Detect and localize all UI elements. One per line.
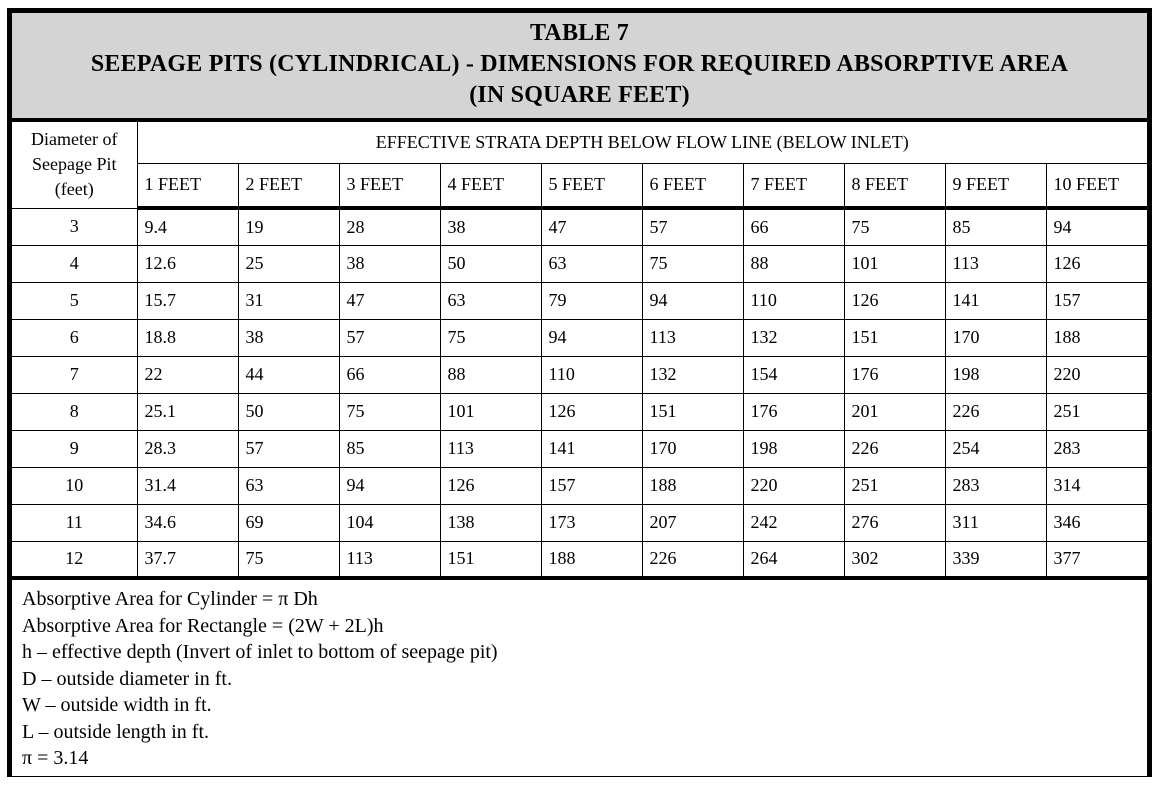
- table-row-diameter-6: [12, 319, 1147, 356]
- diameter-value: 4: [12, 245, 137, 282]
- footnote-line-6: L – outside length in ft.: [22, 720, 210, 743]
- area-value-d6-depth6: 113: [642, 319, 743, 356]
- diameter-column-header: Diameter of Seepage Pit (feet): [12, 122, 137, 208]
- depth-header-2-feet: 2 FEET: [238, 163, 339, 208]
- area-value-d11-depth8: 276: [844, 504, 945, 541]
- area-value-d9-depth5: 141: [541, 430, 642, 467]
- table-title-block: [12, 13, 1147, 122]
- table-number: TABLE 7: [530, 20, 629, 46]
- area-value-d11-depth7: 242: [743, 504, 844, 541]
- area-value-d12-depth10: 377: [1046, 541, 1147, 578]
- diameter-value: 10: [12, 467, 137, 504]
- area-value-d9-depth3: 85: [339, 430, 440, 467]
- area-value-d7-depth10: 220: [1046, 356, 1147, 393]
- area-value-d5-depth3: 47: [339, 282, 440, 319]
- area-value-d7-depth2: 44: [238, 356, 339, 393]
- area-value-d8-depth7: 176: [743, 393, 844, 430]
- area-value-d10-depth4: 126: [440, 467, 541, 504]
- area-value-d10-depth6: 188: [642, 467, 743, 504]
- area-value-d6-depth10: 188: [1046, 319, 1147, 356]
- diameter-value: 5: [12, 282, 137, 319]
- area-value-d4-depth10: 126: [1046, 245, 1147, 282]
- table-row-diameter-8: [12, 393, 1147, 430]
- area-value-d10-depth3: 94: [339, 467, 440, 504]
- area-value-d9-depth10: 283: [1046, 430, 1147, 467]
- area-value-d6-depth4: 75: [440, 319, 541, 356]
- area-value-d9-depth7: 198: [743, 430, 844, 467]
- area-value-d7-depth5: 110: [541, 356, 642, 393]
- diameter-value: 8: [12, 393, 137, 430]
- depth-header-10-feet: 10 FEET: [1046, 163, 1147, 208]
- area-value-d9-depth9: 254: [945, 430, 1046, 467]
- area-value-d12-depth2: 75: [238, 541, 339, 578]
- table-row-diameter-3: [12, 208, 1147, 245]
- depth-header-1-feet: 1 FEET: [137, 163, 238, 208]
- area-value-d5-depth6: 94: [642, 282, 743, 319]
- area-value-d10-depth9: 283: [945, 467, 1046, 504]
- area-value-d11-depth4: 138: [440, 504, 541, 541]
- depth-header-4-feet: 4 FEET: [440, 163, 541, 208]
- diameter-value: 12: [12, 541, 137, 578]
- area-value-d7-depth4: 88: [440, 356, 541, 393]
- table-row-diameter-10: [12, 467, 1147, 504]
- area-value-d8-depth9: 226: [945, 393, 1046, 430]
- area-value-d8-depth4: 101: [440, 393, 541, 430]
- depth-header-6-feet: 6 FEET: [642, 163, 743, 208]
- area-value-d9-depth4: 113: [440, 430, 541, 467]
- area-value-d7-depth9: 198: [945, 356, 1046, 393]
- area-value-d3-depth10: 94: [1046, 208, 1147, 245]
- footnote-line-5: W – outside width in ft.: [22, 694, 212, 716]
- area-value-d3-depth7: 66: [743, 208, 844, 245]
- diameter-value: 6: [12, 319, 137, 356]
- table-row-diameter-9: [12, 430, 1147, 467]
- area-value-d4-depth6: 75: [642, 245, 743, 282]
- area-value-d10-depth7: 220: [743, 467, 844, 504]
- depth-header-9-feet: 9 FEET: [945, 163, 1046, 208]
- depth-header-5-feet: 5 FEET: [541, 163, 642, 208]
- table-row-diameter-11: [12, 504, 1147, 541]
- area-value-d4-depth9: 113: [945, 245, 1046, 282]
- area-value-d5-depth8: 126: [844, 282, 945, 319]
- area-value-d4-depth5: 63: [541, 245, 642, 282]
- table-row-diameter-5: [12, 282, 1147, 319]
- area-value-d12-depth4: 151: [440, 541, 541, 578]
- area-value-d3-depth6: 57: [642, 208, 743, 245]
- area-value-d10-depth2: 63: [238, 467, 339, 504]
- table-header: [12, 122, 1147, 208]
- area-value-d9-depth6: 170: [642, 430, 743, 467]
- area-value-d12-depth8: 302: [844, 541, 945, 578]
- area-value-d5-depth5: 79: [541, 282, 642, 319]
- area-value-d12-depth5: 188: [541, 541, 642, 578]
- area-value-d4-depth7: 88: [743, 245, 844, 282]
- depth-subheader-row: [12, 163, 1147, 208]
- diameter-value: 7: [12, 356, 137, 393]
- area-value-d12-depth3: 113: [339, 541, 440, 578]
- area-value-d11-depth5: 173: [541, 504, 642, 541]
- diameter-value: 9: [12, 430, 137, 467]
- area-value-d11-depth1: 34.6: [137, 504, 238, 541]
- area-value-d6-depth7: 132: [743, 319, 844, 356]
- footnote-line-4: D – outside diameter in ft.: [22, 667, 232, 690]
- area-value-d5-depth1: 15.7: [137, 282, 238, 319]
- table-row-diameter-4: [12, 245, 1147, 282]
- area-value-d11-depth3: 104: [339, 504, 440, 541]
- area-value-d5-depth7: 110: [743, 282, 844, 319]
- area-value-d10-depth10: 314: [1046, 467, 1147, 504]
- area-value-d6-depth9: 170: [945, 319, 1046, 356]
- area-value-d5-depth2: 31: [238, 282, 339, 319]
- area-value-d11-depth2: 69: [238, 504, 339, 541]
- area-value-d10-depth8: 251: [844, 467, 945, 504]
- area-value-d3-depth2: 19: [238, 208, 339, 245]
- footnotes-block: [12, 580, 1147, 776]
- table-title: SEEPAGE PITS (CYLINDRICAL) - DIMENSIONS FOR REQUIRED ABSORPTIVE AREA: [90, 51, 1069, 77]
- area-value-d4-depth2: 25: [238, 245, 339, 282]
- area-value-d8-depth5: 126: [541, 393, 642, 430]
- area-value-d4-depth8: 101: [844, 245, 945, 282]
- area-value-d8-depth3: 75: [339, 393, 440, 430]
- area-value-d9-depth2: 57: [238, 430, 339, 467]
- table7-outer-frame: [7, 8, 1152, 777]
- area-value-d3-depth8: 75: [844, 208, 945, 245]
- area-value-d12-depth1: 37.7: [137, 541, 238, 578]
- table-subtitle: (IN SQUARE FEET): [469, 82, 690, 108]
- area-value-d5-depth10: 157: [1046, 282, 1147, 319]
- area-value-d6-depth3: 57: [339, 319, 440, 356]
- area-value-d11-depth6: 207: [642, 504, 743, 541]
- table-body: [12, 208, 1147, 578]
- table-row-diameter-12: [12, 541, 1147, 578]
- area-value-d8-depth2: 50: [238, 393, 339, 430]
- area-value-d9-depth1: 28.3: [137, 430, 238, 467]
- area-value-d6-depth8: 151: [844, 319, 945, 356]
- seepage-pit-dimensions-table: [12, 122, 1147, 580]
- area-value-d8-depth10: 251: [1046, 393, 1147, 430]
- diameter-value: 11: [12, 504, 137, 541]
- area-value-d4-depth4: 50: [440, 245, 541, 282]
- area-value-d8-depth1: 25.1: [137, 393, 238, 430]
- area-value-d8-depth6: 151: [642, 393, 743, 430]
- area-value-d3-depth5: 47: [541, 208, 642, 245]
- area-value-d4-depth1: 12.6: [137, 245, 238, 282]
- area-value-d3-depth4: 38: [440, 208, 541, 245]
- area-value-d7-depth6: 132: [642, 356, 743, 393]
- area-value-d3-depth3: 28: [339, 208, 440, 245]
- strata-depth-header-row: [12, 122, 1147, 163]
- area-value-d12-depth9: 339: [945, 541, 1046, 578]
- area-value-d12-depth6: 226: [642, 541, 743, 578]
- footnote-line-1: Absorptive Area for Cylinder = π Dh: [22, 588, 318, 610]
- depth-header-8-feet: 8 FEET: [844, 163, 945, 208]
- area-value-d9-depth8: 226: [844, 430, 945, 467]
- area-value-d5-depth4: 63: [440, 282, 541, 319]
- area-value-d6-depth1: 18.8: [137, 319, 238, 356]
- area-value-d10-depth5: 157: [541, 467, 642, 504]
- area-value-d3-depth1: 9.4: [137, 208, 238, 245]
- area-value-d12-depth7: 264: [743, 541, 844, 578]
- area-value-d6-depth2: 38: [238, 319, 339, 356]
- area-value-d7-depth3: 66: [339, 356, 440, 393]
- diameter-value: 3: [12, 208, 137, 245]
- area-value-d5-depth9: 141: [945, 282, 1046, 319]
- area-value-d6-depth5: 94: [541, 319, 642, 356]
- area-value-d10-depth1: 31.4: [137, 467, 238, 504]
- footnote-line-3: h – effective depth (Invert of inlet to bottom of seepage pit): [22, 641, 498, 663]
- footnote-line-7: π = 3.14: [22, 747, 89, 769]
- area-value-d11-depth9: 311: [945, 504, 1046, 541]
- table-row-diameter-7: [12, 356, 1147, 393]
- depth-header-3-feet: 3 FEET: [339, 163, 440, 208]
- area-value-d7-depth7: 154: [743, 356, 844, 393]
- area-value-d11-depth10: 346: [1046, 504, 1147, 541]
- area-value-d3-depth9: 85: [945, 208, 1046, 245]
- footnote-line-2: Absorptive Area for Rectangle = (2W + 2L)h: [22, 614, 384, 637]
- area-value-d8-depth8: 201: [844, 393, 945, 430]
- area-value-d7-depth1: 22: [137, 356, 238, 393]
- depth-header-7-feet: 7 FEET: [743, 163, 844, 208]
- area-value-d7-depth8: 176: [844, 356, 945, 393]
- effective-strata-depth-header: EFFECTIVE STRATA DEPTH BELOW FLOW LINE (BELOW INLET): [137, 122, 1147, 163]
- area-value-d4-depth3: 38: [339, 245, 440, 282]
